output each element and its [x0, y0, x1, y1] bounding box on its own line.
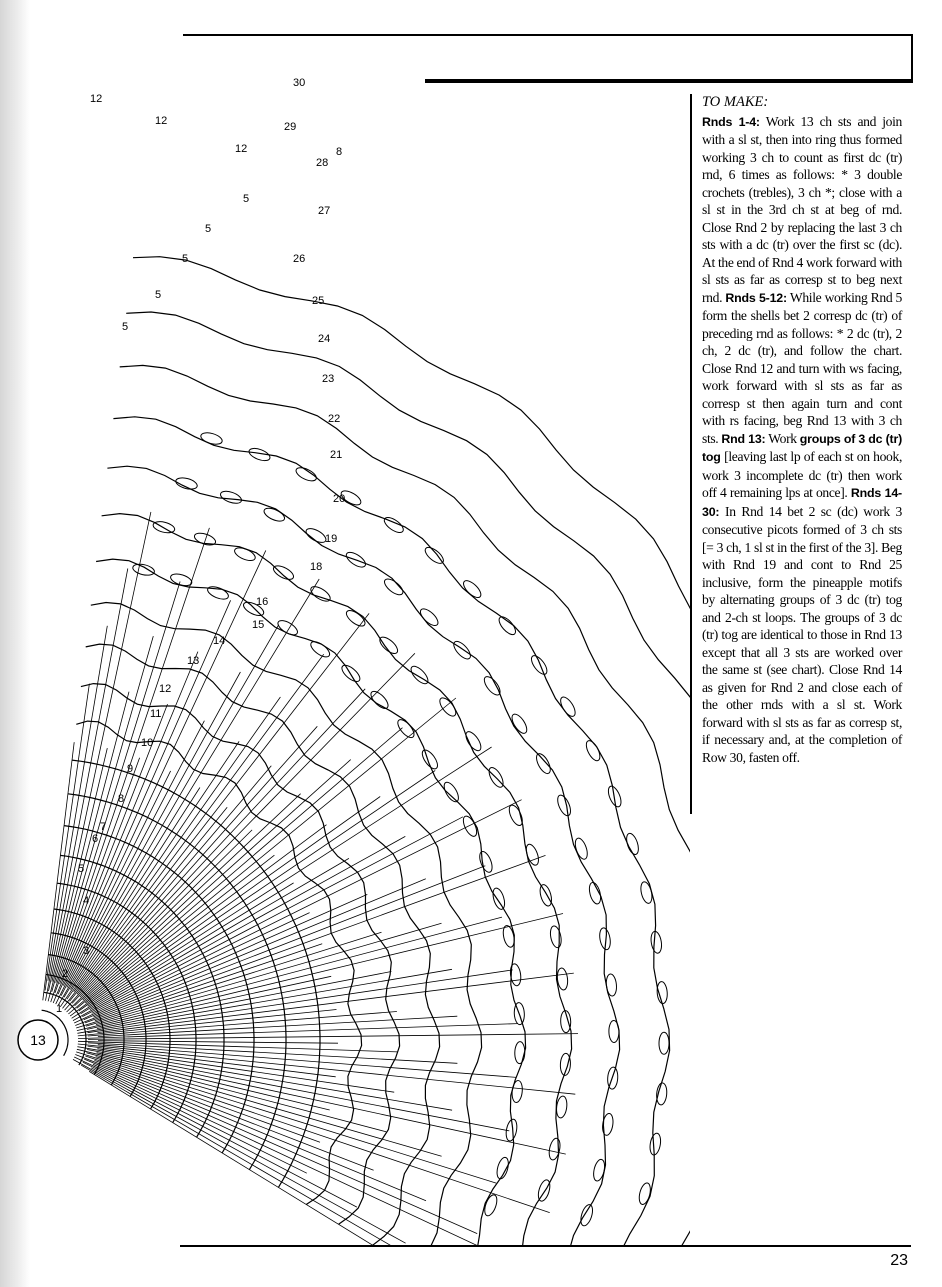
chart-stitch-line	[63, 550, 265, 985]
chart-stitch-line	[93, 1064, 477, 1233]
chart-cluster-oval	[656, 981, 668, 1004]
round-number-label: 29	[284, 121, 297, 133]
round-number-label: 8	[118, 793, 125, 805]
chart-stitch-line	[88, 1034, 578, 1040]
chart-cluster-oval	[441, 780, 461, 804]
chart-cluster-oval	[339, 662, 362, 684]
shell-count-label: 12	[90, 93, 103, 105]
chart-stitch-line	[67, 697, 281, 999]
chart-cluster-oval	[659, 1032, 669, 1054]
chart-cluster-oval	[377, 634, 400, 656]
round-number-label: 9	[127, 763, 134, 775]
chart-cluster-oval	[496, 614, 518, 637]
chart-cluster-oval	[579, 1203, 595, 1227]
chart-cluster-oval	[193, 531, 217, 547]
chart-cluster-oval	[382, 515, 406, 536]
chart-stitch-line	[56, 582, 180, 983]
shell-count-label: 5	[243, 193, 250, 205]
rnd-13-groups: groups of 3 dc (tr) tog	[702, 431, 903, 464]
chart-stitch-line	[79, 797, 381, 1012]
chart-stitch-line	[55, 758, 140, 993]
center-ring-label: 13	[30, 1032, 46, 1048]
round-number-label: 18	[310, 561, 323, 573]
chart-cluster-oval	[152, 520, 176, 535]
round-number-label: 26	[293, 253, 306, 265]
chart-cluster-oval	[529, 653, 550, 677]
chart-stitch-line	[82, 817, 463, 1017]
chart-stitch-line	[73, 1059, 406, 1243]
chart-stitch-line	[75, 866, 485, 1026]
shell-count-label: 5	[182, 253, 189, 265]
shell-count-label: 5	[205, 223, 212, 235]
round-number-label: 16	[256, 596, 269, 608]
chart-stitch-line	[77, 914, 563, 1031]
chart-cluster-oval	[423, 545, 446, 567]
chart-cluster-oval	[463, 729, 484, 753]
round-number-label: 11	[150, 708, 162, 720]
chart-cluster-oval	[538, 883, 554, 907]
round-number-label: 15	[252, 619, 265, 631]
round-number-label: 22	[328, 413, 341, 425]
chart-stitch-line	[70, 825, 326, 1016]
chart-cluster-oval	[451, 639, 473, 662]
round-number-label: 13	[187, 655, 200, 667]
chart-cluster-oval	[639, 881, 654, 905]
chart-cluster-oval	[132, 562, 156, 577]
round-number-label: 19	[325, 533, 338, 545]
chart-cluster-oval	[536, 1179, 552, 1203]
rnds-1-4-label: Rnds 1-4:	[702, 114, 760, 129]
round-number-label: 6	[92, 833, 99, 845]
page-number: 23	[890, 1252, 908, 1269]
chart-cluster-oval	[247, 446, 271, 463]
chart-cluster-oval	[294, 465, 318, 483]
chart-round-arc	[86, 644, 440, 1245]
chart-stitch-line	[78, 1044, 576, 1094]
round-number-label: 21	[330, 449, 343, 461]
chart-cluster-oval	[271, 563, 295, 582]
round-number-label: 30	[293, 77, 306, 89]
chart-cluster-oval	[169, 572, 193, 588]
round-number-label: 1	[56, 1003, 63, 1015]
chart-stitch-line	[98, 1016, 457, 1036]
instructions-column	[690, 94, 902, 814]
chart-stitch-line	[68, 728, 402, 1014]
chart-cluster-oval	[592, 1158, 607, 1182]
chart-cluster-oval	[276, 618, 300, 638]
round-number-label: 24	[318, 333, 331, 345]
chart-stitch-line	[93, 879, 425, 1017]
rnds-14-30-label: Rnds 14-30:	[702, 486, 902, 519]
chart-stitch-line	[72, 689, 365, 1004]
chart-cluster-oval	[524, 843, 541, 867]
round-number-label: 5	[78, 863, 85, 875]
chart-cluster-oval	[206, 584, 230, 601]
chart-stitch-spokes	[43, 512, 578, 1245]
shell-count-label: 5	[155, 289, 162, 301]
chart-cluster-oval	[515, 1041, 526, 1063]
round-number-label: 7	[100, 821, 107, 833]
shell-count-label: 12	[235, 143, 248, 155]
shell-count-label: 5	[122, 321, 129, 333]
chart-stitch-line	[85, 855, 546, 1023]
chart-cluster-oval	[501, 925, 515, 949]
chart-cluster-oval	[650, 931, 663, 954]
chart-cluster-oval	[637, 1182, 652, 1206]
chart-cluster-oval	[549, 925, 563, 949]
chart-cluster-oval	[656, 1083, 668, 1106]
rnds-5-12-text: While working Rnd 5 form the shells bet 2 corresp dc (tr) of preceding rnd as follows: * 2 dc (tr), 2 ch, 2 dc (tr), and follow the chart. Close Rnd 12 and turn with ws facing, work forward with sl sts as far as corresp st then again turn and cont with rs facing, beg Rnd 13 with 3 ch sts.	[702, 289, 902, 446]
shell-count-label: 12	[155, 115, 168, 127]
round-number-label: 4	[83, 895, 90, 907]
chart-cluster-oval	[534, 752, 553, 776]
round-number-label: 10	[141, 737, 154, 749]
chart-cluster-oval	[649, 1132, 663, 1155]
rnds-14-30-text: In Rnd 14 bet 2 sc (dc) work 3 consecutive picots formed of 3 ch sts [= 3 ch, 1 sl st in the first of the 3]. Beg with Rnd 19 and cont to Rnd 25 inclusive, form the pineapple motifs by alternating groups of 3 dc (tr) tog and 2-ch st loops. The groups of 3 dc (tr) tog are identical to those in Rnd 13 except that all 3 sts are worked over the same st (see chart). Close Rnd 14 as given for Rnd 2 and close each of the other rnds with a sl st. Work forward with sl sts as far as corresp st, if necessary and, at the completion of Row 30, fasten off.	[702, 503, 902, 765]
chart-cluster-oval	[477, 850, 494, 874]
chart-round-arc	[102, 514, 572, 1245]
chart-cluster-oval	[408, 664, 430, 687]
rnds-5-12-label: Rnds 5-12:	[725, 290, 787, 305]
chart-cluster-oval	[219, 489, 243, 506]
rnd-13-label: Rnd 13:	[721, 431, 766, 446]
chart-stitch-line	[87, 976, 331, 1029]
round-number-label: 14	[213, 635, 226, 647]
rnd-13-text-2: [leaving last lp of each st on hook, work 3 incomplete dc (tr) then work off 4 remaining lps at once].	[702, 449, 902, 500]
chart-cluster-oval	[605, 974, 617, 997]
shell-count-label: 8	[336, 146, 343, 158]
chart-stitch-line	[88, 1046, 336, 1077]
instructions-heading: TO MAKE:	[702, 94, 769, 110]
chart-cluster-oval	[233, 545, 257, 563]
round-number-label: 28	[316, 157, 329, 169]
chart-stitch-line	[77, 698, 456, 1008]
chart-cluster-oval	[547, 1137, 561, 1161]
round-number-label: 12	[159, 683, 172, 695]
chart-stitch-line	[78, 1024, 518, 1039]
chart-cluster-oval	[511, 1080, 523, 1103]
chart-stitch-line	[87, 1050, 509, 1131]
chart-cluster-oval	[491, 887, 507, 911]
chart-stitch-line	[63, 613, 370, 1008]
chart-round-arc	[107, 466, 619, 1245]
rnds-1-4-text: Work 13 ch sts and join with a sl st, then into ring thus formed working 3 ch to count as first dc (tr) rnd, 6 times as follows: * 3 double crochets (trebles), 3 ch *; close with a sl st in the 3rd ch st at beg of rnd. Close Rnd 2 by replacing the last 3 ch sts with a dc (tr) over the first sc (dc). At the end of Rnd 4 work forward with sl sts as far as corresp st to beg next rnd.	[702, 113, 902, 305]
round-number-label: 20	[333, 493, 346, 505]
chart-cluster-oval	[609, 1020, 619, 1042]
bottom-rule	[180, 1245, 911, 1247]
chart-cluster-oval	[555, 793, 573, 817]
chart-cluster-oval	[495, 1156, 510, 1180]
chart-stitch-line	[74, 1057, 527, 1245]
round-number-label: 27	[318, 205, 331, 217]
chart-stitch-line	[49, 512, 154, 991]
chart-stitch-line	[48, 626, 107, 981]
chart-stitch-line	[77, 969, 452, 1033]
chart-stitch-line	[84, 1059, 426, 1201]
chart-round-arc	[113, 417, 669, 1245]
round-number-label: 23	[322, 373, 335, 385]
rnd-13-text: Work	[765, 430, 800, 446]
chart-cluster-oval	[507, 803, 525, 827]
chart-arcs	[42, 257, 690, 1245]
chart-round-arc	[126, 312, 690, 1245]
round-number-label: 25	[312, 295, 325, 307]
round-number-label: 3	[83, 945, 90, 957]
instructions-body	[702, 113, 902, 767]
top-rule-corner	[911, 34, 913, 81]
chart-cluster-oval	[200, 431, 224, 447]
crochet-chart	[0, 30, 690, 1245]
round-number-label: 2	[62, 968, 69, 980]
chart-stitch-line	[52, 636, 154, 992]
chart-cluster-oval	[419, 748, 440, 772]
chart-cluster-oval	[584, 739, 603, 763]
